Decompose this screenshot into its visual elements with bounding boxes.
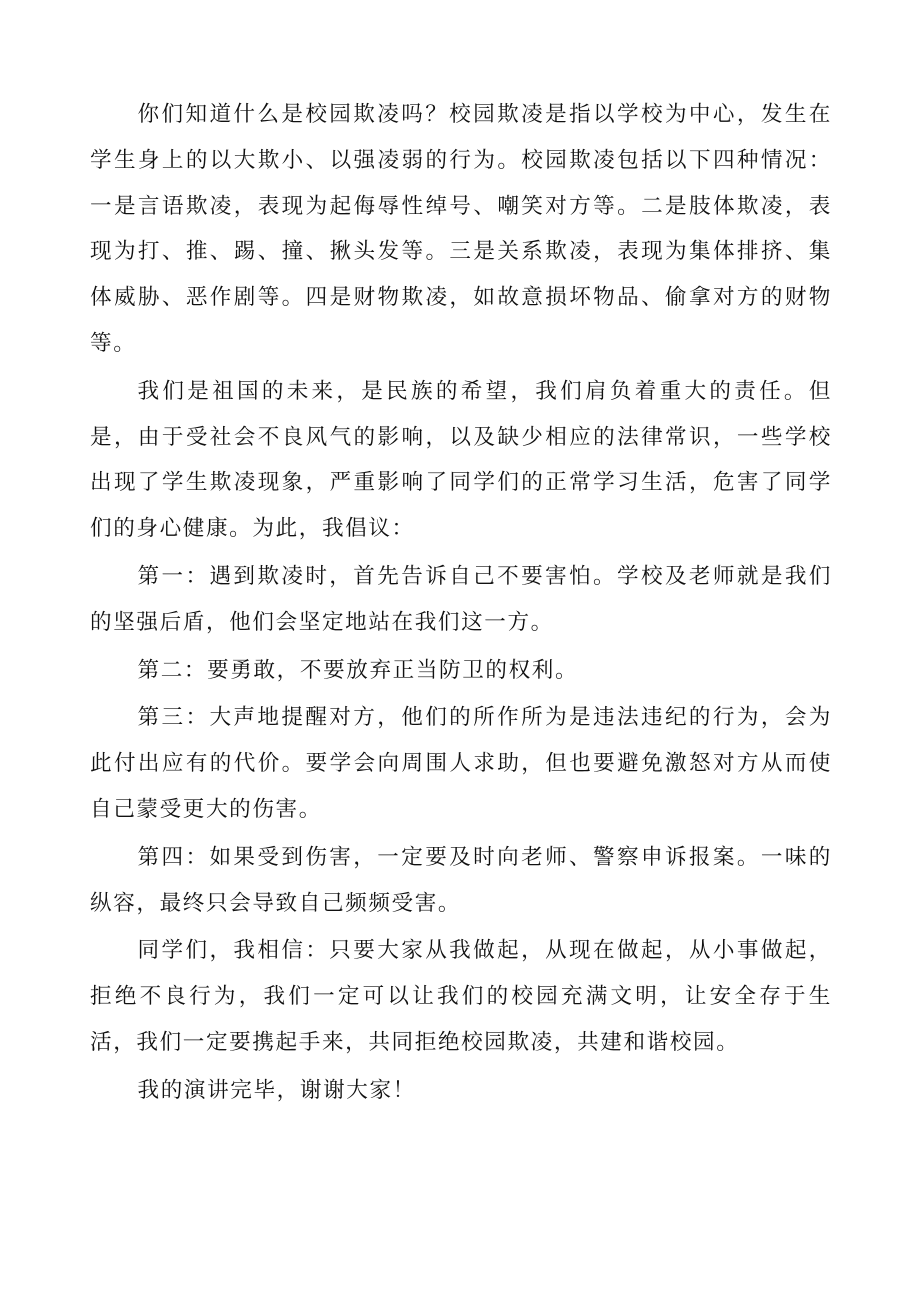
paragraph-third: 第三：大声地提醒对方，他们的所作所为是违法违纪的行为，会为此付出应有的代价。要学会向周围人求助，但也要避免激怒对方从而使自己蒙受更大的伤害。: [90, 705, 832, 822]
document-body: [90, 92, 832, 1116]
paragraph-fourth: 第四：如果受到伤害，一定要及时向老师、警察申诉报案。一味的纵容，最终只会导致自己频频受害。: [90, 844, 832, 916]
paragraph-first: 第一：遇到欺凌时，首先告诉自己不要害怕。学校及老师就是我们的坚强后盾，他们会坚定地站在我们这一方。: [90, 563, 832, 635]
paragraph-responsibility: 我们是祖国的未来，是民族的希望，我们肩负着重大的责任。但是，由于受社会不良风气的影响，以及缺少相应的法律常识，一些学校出现了学生欺凌现象，严重影响了同学们的正常学习生活，危害了同学们的身心健康。为此，我倡议：: [90, 378, 832, 542]
paragraph-definition: 你们知道什么是校园欺凌吗？校园欺凌是指以学校为中心，发生在学生身上的以大欺小、以强凌弱的行为。校园欺凌包括以下四种情况：一是言语欺凌，表现为起侮辱性绰号、嘲笑对方等。二是肢体欺凌，表现为打、推、踢、撞、揪头发等。三是关系欺凌，表现为集体排挤、集体威胁、恶作剧等。四是财物欺凌，如故意损坏物品、偷拿对方的财物等。: [90, 102, 832, 356]
paragraph-call-to-action: 同学们，我相信：只要大家从我做起，从现在做起，从小事做起，拒绝不良行为，我们一定可以让我们的校园充满文明，让安全存于生活，我们一定要携起手来，共同拒绝校园欺凌，共建和谐校园。: [90, 938, 832, 1055]
paragraph-second: 第二：要勇敢，不要放弃正当防卫的权利。: [137, 657, 579, 683]
paragraph-closing: 我的演讲完毕，谢谢大家！: [137, 1077, 416, 1103]
